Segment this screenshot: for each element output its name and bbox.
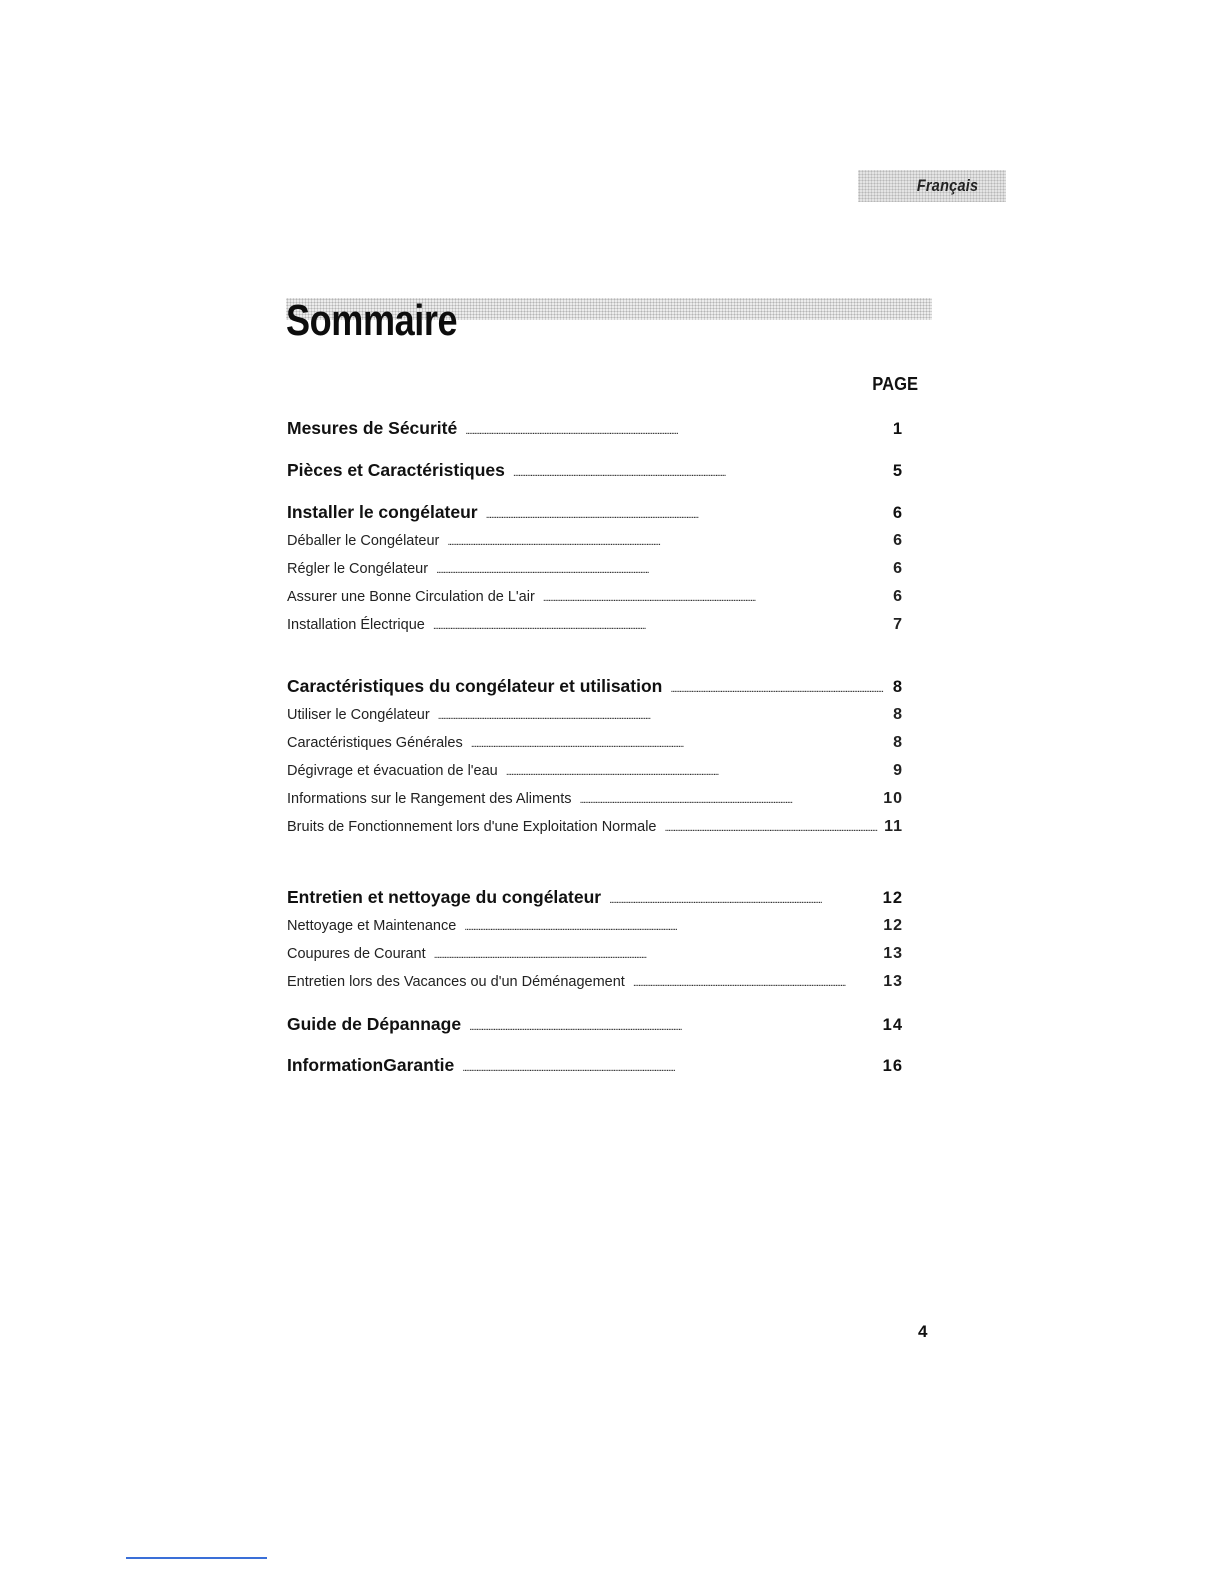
toc-subsection	[287, 532, 903, 550]
toc-label: Mesures de Sécurité	[287, 418, 458, 438]
toc-leader-dots	[469, 1021, 881, 1033]
toc-page-number: 13	[883, 973, 903, 990]
toc-label: Utiliser le Congélateur	[287, 707, 430, 723]
toc-subsection	[287, 917, 903, 935]
toc-page-number: 6	[893, 560, 903, 577]
toc-label: Nettoyage et Maintenance	[287, 918, 457, 934]
toc-label: Déballer le Congélateur	[287, 533, 440, 549]
toc-section	[287, 1014, 903, 1035]
toc-leader-dots	[670, 683, 890, 695]
page-number: 4	[918, 1322, 928, 1341]
toc-leader-dots	[609, 894, 881, 906]
toc-page-number: 14	[882, 1016, 903, 1034]
toc-subsection	[287, 588, 903, 606]
toc-subsection	[287, 945, 903, 963]
toc-label: Assurer une Bonne Circulation de L'air	[287, 589, 535, 605]
toc-leader-dots	[436, 564, 891, 576]
toc-page-number: 6	[893, 532, 903, 549]
toc-label: InformationGarantie	[287, 1055, 455, 1075]
toc-leader-dots	[543, 592, 891, 604]
toc-subsection	[287, 818, 903, 836]
toc-leader-dots	[438, 710, 891, 722]
toc-label: Guide de Dépannage	[287, 1014, 462, 1034]
toc-leader-dots	[465, 425, 891, 437]
toc-label: Dégivrage et évacuation de l'eau	[287, 763, 498, 779]
toc-section	[287, 502, 903, 523]
toc-label: Pièces et Caractéristiques	[287, 460, 505, 480]
toc-leader-dots	[513, 467, 891, 479]
toc-page-number: 13	[883, 945, 903, 962]
toc-page-number: 10	[883, 790, 903, 807]
footer-rule	[126, 1557, 267, 1559]
toc-leader-dots	[633, 977, 881, 989]
toc-page-number: 7	[893, 616, 903, 633]
page-title: Sommaire	[286, 296, 458, 345]
toc-page-number: 5	[892, 462, 903, 480]
toc-leader-dots	[434, 949, 882, 961]
toc-section	[287, 418, 903, 439]
toc-label: Installer le congélateur	[287, 502, 478, 522]
toc-page-number: 8	[893, 706, 903, 723]
toc-page-number: 12	[883, 917, 903, 934]
toc-section	[287, 1055, 903, 1076]
toc-label: Installation Électrique	[287, 617, 425, 633]
toc-leader-dots	[433, 620, 891, 632]
language-label: Français	[916, 176, 978, 195]
toc-leader-dots	[462, 1062, 880, 1074]
toc-label: Caractéristiques du congélateur et utilisation	[287, 676, 663, 696]
toc-label: Coupures de Courant	[287, 946, 426, 962]
toc-leader-dots	[665, 822, 883, 834]
toc-subsection	[287, 706, 903, 724]
toc-subsection	[287, 762, 903, 780]
toc-subsection	[287, 560, 903, 578]
toc-label: Régler le Congélateur	[287, 561, 429, 577]
toc-subsection	[287, 616, 903, 634]
toc-leader-dots	[506, 766, 891, 778]
toc-page-number: 9	[893, 762, 903, 779]
toc-label: Bruits de Fonctionnement lors d'une Exploitation Normale	[287, 819, 657, 835]
toc-page-number: 6	[892, 504, 903, 522]
toc-leader-dots	[580, 794, 882, 806]
toc-page-number: 8	[892, 678, 903, 696]
page-column-label: PAGE	[872, 374, 918, 394]
toc-leader-dots	[464, 921, 881, 933]
toc-subsection	[287, 973, 903, 991]
toc-section	[287, 676, 903, 697]
toc-leader-dots	[447, 536, 891, 548]
toc-subsection	[287, 734, 903, 752]
toc-page-number: 1	[892, 420, 903, 438]
toc-subsection	[287, 790, 903, 808]
toc-page-number: 8	[893, 734, 903, 751]
toc-page-number: 11	[884, 818, 903, 835]
toc-label: Entretien et nettoyage du congélateur	[287, 887, 602, 907]
toc-leader-dots	[471, 738, 891, 750]
toc-page-number: 6	[893, 588, 903, 605]
toc-label: Entretien lors des Vacances ou d'un Déménagement	[287, 974, 625, 990]
toc-section	[287, 460, 903, 481]
toc-label: Caractéristiques Générales	[287, 735, 463, 751]
toc-page-number: 12	[882, 889, 903, 907]
toc-section	[287, 887, 903, 908]
toc-label: Informations sur le Rangement des Aliments	[287, 791, 572, 807]
toc-leader-dots	[486, 509, 891, 521]
language-tab	[858, 170, 1006, 202]
toc-page-number: 16	[882, 1057, 903, 1075]
